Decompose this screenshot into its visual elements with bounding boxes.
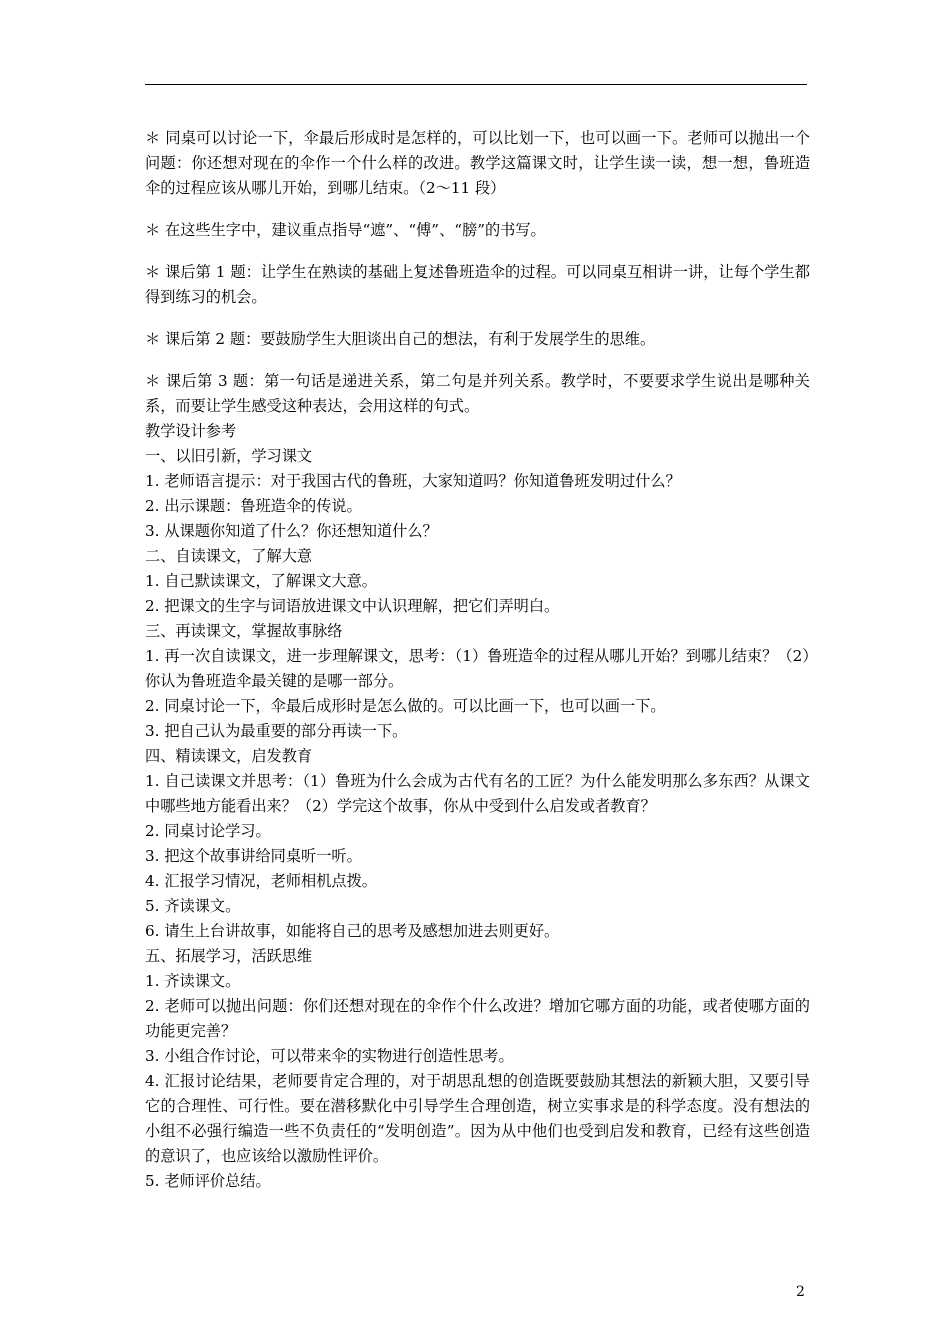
list-item: 2. 老师可以抛出问题：你们还想对现在的伞作个什么改进？增加它哪方面的功能，或者使哪方面的功能更完善？ [145, 997, 810, 1040]
teaching-note: ＊ 课后第 1 题：让学生在熟读的基础上复述鲁班造伞的过程。可以同桌互相讲一讲，让每个学生都得到练习的机会。 [145, 263, 810, 306]
section-heading: 五、拓展学习，活跃思维 [145, 947, 313, 965]
section-heading: 一、以旧引新，学习课文 [145, 447, 313, 465]
teaching-note: ＊ 在这些生字中，建议重点指导“遮”、“傅”、“膀”的书写。 [145, 221, 546, 239]
list-item: 4. 汇报学习情况，老师相机点拨。 [145, 872, 377, 890]
list-item: 1. 自己默读课文，了解课文大意。 [145, 572, 377, 590]
list-item: 1. 自己读课文并思考：（1）鲁班为什么会成为古代有名的工匠？为什么能发明那么多东西？从课文中哪些地方能看出来？（2）学完这个故事，你从中受到什么启发或者教育？ [145, 772, 810, 815]
list-item: 1. 再一次自读课文，进一步理解课文，思考：（1）鲁班造伞的过程从哪儿开始？到哪儿结束？（2）你认为鲁班造伞最关键的是哪一部分。 [145, 647, 810, 690]
list-item: 1. 齐读课文。 [145, 972, 241, 990]
document-content [145, 126, 810, 1194]
teaching-note: ＊ 同桌可以讨论一下，伞最后形成时是怎样的，可以比划一下，也可以画一下。老师可以抛出一个问题：你还想对现在的伞作一个什么样的改进。教学这篇课文时，让学生读一读，想一想，鲁班造伞的过程应该从哪儿开始，到哪儿结束。（2～11 段） [145, 129, 810, 197]
list-item: 2. 出示课题：鲁班造伞的传说。 [145, 497, 362, 515]
page-number: 2 [796, 1284, 805, 1300]
list-item: 1. 老师语言提示：对于我国古代的鲁班，大家知道吗？你知道鲁班发明过什么？ [145, 472, 681, 490]
header-rule [145, 84, 807, 85]
teaching-note: ＊ 课后第 2 题：要鼓励学生大胆谈出自己的想法，有利于发展学生的思维。 [145, 330, 656, 348]
list-item: 2. 同桌讨论一下，伞最后成形时是怎么做的。可以比画一下，也可以画一下。 [145, 697, 666, 715]
list-item: 3. 小组合作讨论，可以带来伞的实物进行创造性思考。 [145, 1047, 514, 1065]
list-item: 5. 齐读课文。 [145, 897, 241, 915]
list-item: 3. 从课题你知道了什么？你还想知道什么？ [145, 522, 438, 540]
list-item: 2. 把课文的生字与词语放进课文中认识理解，把它们弄明白。 [145, 597, 560, 615]
list-item: 3. 把自己认为最重要的部分再读一下。 [145, 722, 408, 740]
list-item: 6. 请生上台讲故事，如能将自己的思考及感想加进去则更好。 [145, 922, 560, 940]
list-item: 2. 同桌讨论学习。 [145, 822, 271, 840]
section-heading: 二、自读课文，了解大意 [145, 547, 313, 565]
list-item: 5. 老师评价总结。 [145, 1172, 271, 1190]
list-item: 3. 把这个故事讲给同桌听一听。 [145, 847, 362, 865]
section-heading: 四、精读课文，启发教育 [145, 747, 313, 765]
teaching-note: ＊ 课后第 3 题：第一句话是递进关系，第二句是并列关系。教学时，不要要求学生说出是哪种关系，而要让学生感受这种表达，会用这样的句式。 [145, 372, 810, 415]
section-heading: 三、再读课文，掌握故事脉络 [145, 622, 343, 640]
section-title: 教学设计参考 [145, 422, 237, 440]
list-item: 4. 汇报讨论结果，老师要肯定合理的，对于胡思乱想的创造既要鼓励其想法的新颖大胆，又要引导它的合理性、可行性。要在潜移默化中引导学生合理创造，树立实事求是的科学态度。没有想法的小组不必强行编造一些不负责任的“发明创造”。因为从中他们也受到启发和教育，已经有这些创造的意识了，也应该给以激励性评价。 [145, 1072, 810, 1165]
